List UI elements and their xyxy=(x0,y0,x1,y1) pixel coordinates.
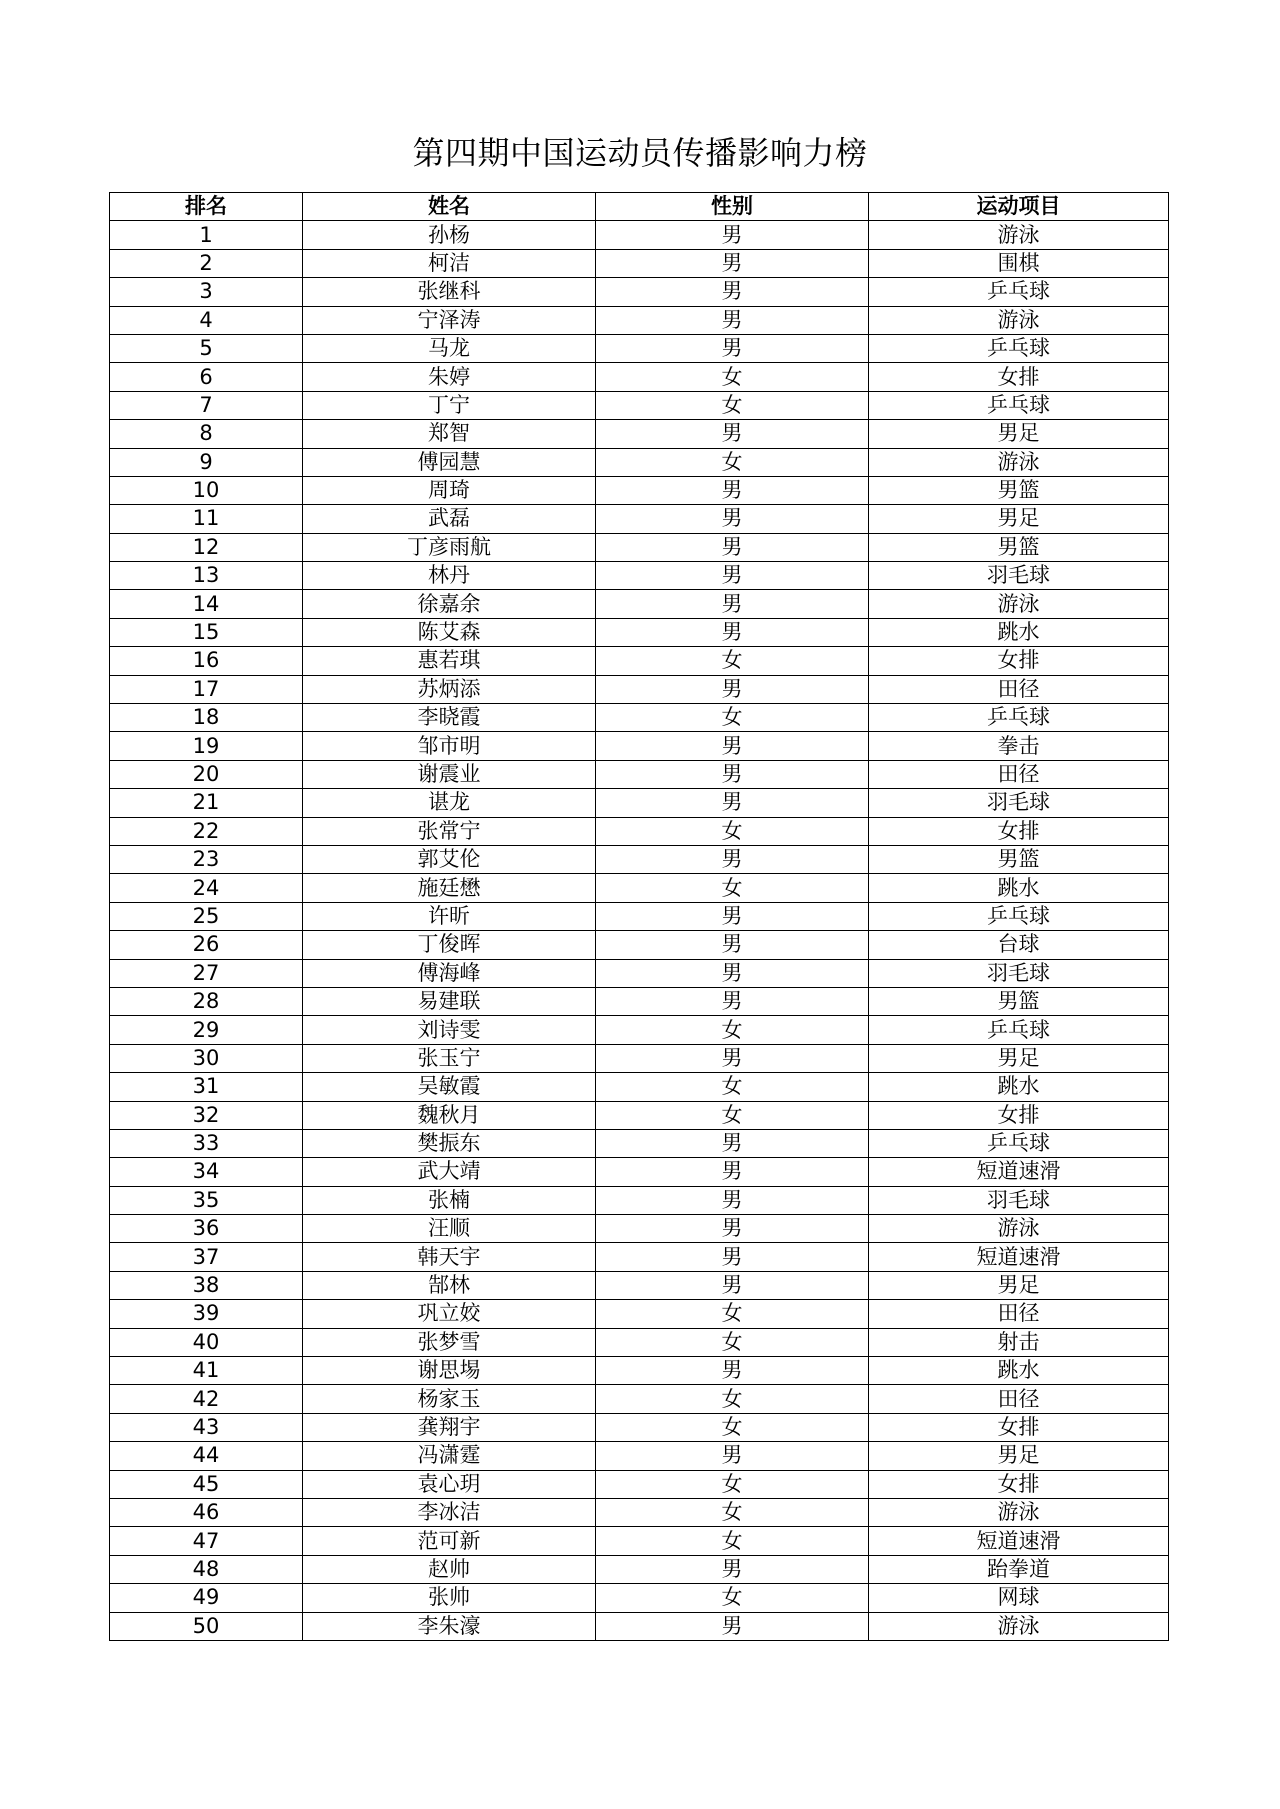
gender-cell: 女 xyxy=(596,874,869,902)
gender-cell: 男 xyxy=(596,1158,869,1186)
sport-cell: 田径 xyxy=(869,1300,1169,1328)
sport-cell: 游泳 xyxy=(869,306,1169,334)
table-row xyxy=(110,1300,1169,1328)
name-cell: 苏炳添 xyxy=(303,675,596,703)
rank-cell: 23 xyxy=(110,845,303,873)
table-row xyxy=(110,647,1169,675)
table-row xyxy=(110,732,1169,760)
rank-cell: 35 xyxy=(110,1186,303,1214)
gender-cell: 男 xyxy=(596,590,869,618)
rank-cell: 14 xyxy=(110,590,303,618)
sport-cell: 乒乓球 xyxy=(869,1129,1169,1157)
table-row xyxy=(110,1016,1169,1044)
name-cell: 张梦雪 xyxy=(303,1328,596,1356)
name-cell: 易建联 xyxy=(303,987,596,1015)
sport-cell: 女排 xyxy=(869,1101,1169,1129)
name-cell: 汪顺 xyxy=(303,1215,596,1243)
sport-cell: 男足 xyxy=(869,1044,1169,1072)
table-row xyxy=(110,1385,1169,1413)
name-cell: 李晓霞 xyxy=(303,704,596,732)
sport-cell: 女排 xyxy=(869,817,1169,845)
table-row xyxy=(110,1129,1169,1157)
rank-cell: 24 xyxy=(110,874,303,902)
name-cell: 周琦 xyxy=(303,476,596,504)
table-row xyxy=(110,1215,1169,1243)
gender-cell: 男 xyxy=(596,845,869,873)
gender-cell: 男 xyxy=(596,959,869,987)
gender-cell: 男 xyxy=(596,1357,869,1385)
name-cell: 丁宁 xyxy=(303,391,596,419)
name-cell: 傅园慧 xyxy=(303,448,596,476)
gender-cell: 男 xyxy=(596,1215,869,1243)
table-row xyxy=(110,987,1169,1015)
gender-cell: 男 xyxy=(596,987,869,1015)
gender-cell: 女 xyxy=(596,1385,869,1413)
rank-cell: 13 xyxy=(110,562,303,590)
rank-cell: 5 xyxy=(110,334,303,362)
name-cell: 张继科 xyxy=(303,278,596,306)
sport-cell: 羽毛球 xyxy=(869,959,1169,987)
table-row xyxy=(110,959,1169,987)
table-row xyxy=(110,306,1169,334)
sport-cell: 跳水 xyxy=(869,874,1169,902)
rank-cell: 10 xyxy=(110,476,303,504)
rank-cell: 21 xyxy=(110,789,303,817)
gender-cell: 男 xyxy=(596,306,869,334)
gender-cell: 女 xyxy=(596,1328,869,1356)
rank-cell: 8 xyxy=(110,420,303,448)
table-row xyxy=(110,1328,1169,1356)
table-row xyxy=(110,476,1169,504)
name-cell: 林丹 xyxy=(303,562,596,590)
sport-cell: 乒乓球 xyxy=(869,391,1169,419)
sport-cell: 乒乓球 xyxy=(869,902,1169,930)
name-cell: 武磊 xyxy=(303,505,596,533)
name-cell: 李冰洁 xyxy=(303,1498,596,1526)
column-header-name: 姓名 xyxy=(303,193,596,221)
gender-cell: 女 xyxy=(596,1073,869,1101)
rank-cell: 2 xyxy=(110,249,303,277)
sport-cell: 射击 xyxy=(869,1328,1169,1356)
name-cell: 范可新 xyxy=(303,1527,596,1555)
gender-cell: 男 xyxy=(596,1271,869,1299)
table-row xyxy=(110,221,1169,249)
table-body xyxy=(110,221,1169,1641)
gender-cell: 女 xyxy=(596,1498,869,1526)
table-row xyxy=(110,931,1169,959)
table-row xyxy=(110,334,1169,362)
name-cell: 孙杨 xyxy=(303,221,596,249)
gender-cell: 男 xyxy=(596,732,869,760)
rank-cell: 6 xyxy=(110,363,303,391)
gender-cell: 男 xyxy=(596,1612,869,1640)
table-row xyxy=(110,505,1169,533)
name-cell: 冯潇霆 xyxy=(303,1442,596,1470)
name-cell: 谢震业 xyxy=(303,760,596,788)
gender-cell: 女 xyxy=(596,647,869,675)
rank-cell: 37 xyxy=(110,1243,303,1271)
sport-cell: 男足 xyxy=(869,1271,1169,1299)
gender-cell: 男 xyxy=(596,221,869,249)
name-cell: 柯洁 xyxy=(303,249,596,277)
sport-cell: 田径 xyxy=(869,675,1169,703)
name-cell: 李朱濠 xyxy=(303,1612,596,1640)
gender-cell: 男 xyxy=(596,476,869,504)
name-cell: 宁泽涛 xyxy=(303,306,596,334)
name-cell: 刘诗雯 xyxy=(303,1016,596,1044)
rank-cell: 20 xyxy=(110,760,303,788)
sport-cell: 女排 xyxy=(869,647,1169,675)
sport-cell: 男篮 xyxy=(869,987,1169,1015)
sport-cell: 乒乓球 xyxy=(869,704,1169,732)
name-cell: 许昕 xyxy=(303,902,596,930)
rank-cell: 9 xyxy=(110,448,303,476)
table-row xyxy=(110,448,1169,476)
table-row xyxy=(110,420,1169,448)
name-cell: 赵帅 xyxy=(303,1555,596,1583)
gender-cell: 男 xyxy=(596,1243,869,1271)
table-row xyxy=(110,1498,1169,1526)
rank-cell: 7 xyxy=(110,391,303,419)
rank-cell: 41 xyxy=(110,1357,303,1385)
table-row xyxy=(110,760,1169,788)
sport-cell: 游泳 xyxy=(869,1498,1169,1526)
rank-cell: 43 xyxy=(110,1413,303,1441)
rank-cell: 34 xyxy=(110,1158,303,1186)
sport-cell: 游泳 xyxy=(869,590,1169,618)
gender-cell: 男 xyxy=(596,533,869,561)
rank-cell: 36 xyxy=(110,1215,303,1243)
rank-cell: 25 xyxy=(110,902,303,930)
ranking-table xyxy=(109,192,1169,1641)
table-row xyxy=(110,874,1169,902)
name-cell: 陈艾森 xyxy=(303,618,596,646)
table-row xyxy=(110,817,1169,845)
sport-cell: 男篮 xyxy=(869,845,1169,873)
rank-cell: 1 xyxy=(110,221,303,249)
rank-cell: 31 xyxy=(110,1073,303,1101)
rank-cell: 46 xyxy=(110,1498,303,1526)
gender-cell: 男 xyxy=(596,1129,869,1157)
rank-cell: 19 xyxy=(110,732,303,760)
rank-cell: 50 xyxy=(110,1612,303,1640)
table-row xyxy=(110,1470,1169,1498)
sport-cell: 田径 xyxy=(869,1385,1169,1413)
rank-cell: 15 xyxy=(110,618,303,646)
rank-cell: 27 xyxy=(110,959,303,987)
table-row xyxy=(110,618,1169,646)
table-row xyxy=(110,363,1169,391)
gender-cell: 女 xyxy=(596,1470,869,1498)
table-row xyxy=(110,533,1169,561)
gender-cell: 男 xyxy=(596,1044,869,1072)
table-row xyxy=(110,1101,1169,1129)
sport-cell: 短道速滑 xyxy=(869,1243,1169,1271)
gender-cell: 男 xyxy=(596,278,869,306)
rank-cell: 16 xyxy=(110,647,303,675)
sport-cell: 女排 xyxy=(869,1413,1169,1441)
gender-cell: 男 xyxy=(596,334,869,362)
gender-cell: 女 xyxy=(596,1527,869,1555)
name-cell: 张帅 xyxy=(303,1584,596,1612)
rank-cell: 30 xyxy=(110,1044,303,1072)
table-row xyxy=(110,391,1169,419)
sport-cell: 田径 xyxy=(869,760,1169,788)
table-row xyxy=(110,1357,1169,1385)
header-row xyxy=(110,193,1169,221)
name-cell: 邹市明 xyxy=(303,732,596,760)
rank-cell: 11 xyxy=(110,505,303,533)
rank-cell: 49 xyxy=(110,1584,303,1612)
sport-cell: 网球 xyxy=(869,1584,1169,1612)
rank-cell: 38 xyxy=(110,1271,303,1299)
table-row xyxy=(110,704,1169,732)
table-row xyxy=(110,249,1169,277)
rank-cell: 26 xyxy=(110,931,303,959)
gender-cell: 男 xyxy=(596,618,869,646)
name-cell: 傅海峰 xyxy=(303,959,596,987)
sport-cell: 跳水 xyxy=(869,618,1169,646)
sport-cell: 游泳 xyxy=(869,448,1169,476)
name-cell: 郜林 xyxy=(303,1271,596,1299)
name-cell: 韩天宇 xyxy=(303,1243,596,1271)
table-row xyxy=(110,1073,1169,1101)
table-row xyxy=(110,789,1169,817)
sport-cell: 乒乓球 xyxy=(869,278,1169,306)
gender-cell: 女 xyxy=(596,1016,869,1044)
name-cell: 武大靖 xyxy=(303,1158,596,1186)
gender-cell: 女 xyxy=(596,704,869,732)
name-cell: 张玉宁 xyxy=(303,1044,596,1072)
name-cell: 杨家玉 xyxy=(303,1385,596,1413)
table-row xyxy=(110,590,1169,618)
rank-cell: 40 xyxy=(110,1328,303,1356)
sport-cell: 羽毛球 xyxy=(869,562,1169,590)
gender-cell: 女 xyxy=(596,1584,869,1612)
name-cell: 徐嘉余 xyxy=(303,590,596,618)
sport-cell: 跆拳道 xyxy=(869,1555,1169,1583)
sport-cell: 短道速滑 xyxy=(869,1527,1169,1555)
sport-cell: 短道速滑 xyxy=(869,1158,1169,1186)
table-row xyxy=(110,1186,1169,1214)
rank-cell: 3 xyxy=(110,278,303,306)
gender-cell: 男 xyxy=(596,505,869,533)
gender-cell: 女 xyxy=(596,1300,869,1328)
name-cell: 张常宁 xyxy=(303,817,596,845)
gender-cell: 男 xyxy=(596,760,869,788)
sport-cell: 女排 xyxy=(869,363,1169,391)
sport-cell: 男篮 xyxy=(869,476,1169,504)
gender-cell: 女 xyxy=(596,1101,869,1129)
column-header-rank: 排名 xyxy=(110,193,303,221)
table-row xyxy=(110,845,1169,873)
sport-cell: 游泳 xyxy=(869,1612,1169,1640)
rank-cell: 18 xyxy=(110,704,303,732)
gender-cell: 男 xyxy=(596,420,869,448)
table-row xyxy=(110,902,1169,930)
sport-cell: 跳水 xyxy=(869,1073,1169,1101)
sport-cell: 男足 xyxy=(869,420,1169,448)
column-header-gender: 性别 xyxy=(596,193,869,221)
gender-cell: 男 xyxy=(596,931,869,959)
gender-cell: 女 xyxy=(596,448,869,476)
table-row xyxy=(110,675,1169,703)
sport-cell: 围棋 xyxy=(869,249,1169,277)
gender-cell: 女 xyxy=(596,1413,869,1441)
name-cell: 樊振东 xyxy=(303,1129,596,1157)
sport-cell: 男足 xyxy=(869,1442,1169,1470)
name-cell: 施廷懋 xyxy=(303,874,596,902)
gender-cell: 男 xyxy=(596,1442,869,1470)
sport-cell: 羽毛球 xyxy=(869,1186,1169,1214)
sport-cell: 跳水 xyxy=(869,1357,1169,1385)
gender-cell: 男 xyxy=(596,249,869,277)
gender-cell: 女 xyxy=(596,363,869,391)
gender-cell: 男 xyxy=(596,562,869,590)
sport-cell: 拳击 xyxy=(869,732,1169,760)
gender-cell: 男 xyxy=(596,675,869,703)
name-cell: 吴敏霞 xyxy=(303,1073,596,1101)
rank-cell: 42 xyxy=(110,1385,303,1413)
rank-cell: 48 xyxy=(110,1555,303,1583)
rank-cell: 47 xyxy=(110,1527,303,1555)
sport-cell: 羽毛球 xyxy=(869,789,1169,817)
sport-cell: 台球 xyxy=(869,931,1169,959)
table-row xyxy=(110,1527,1169,1555)
sport-cell: 游泳 xyxy=(869,1215,1169,1243)
name-cell: 谌龙 xyxy=(303,789,596,817)
table-row xyxy=(110,1555,1169,1583)
gender-cell: 男 xyxy=(596,1186,869,1214)
rank-cell: 39 xyxy=(110,1300,303,1328)
table-row xyxy=(110,1243,1169,1271)
table-row xyxy=(110,1413,1169,1441)
table-row xyxy=(110,562,1169,590)
gender-cell: 女 xyxy=(596,391,869,419)
name-cell: 巩立姣 xyxy=(303,1300,596,1328)
sport-cell: 乒乓球 xyxy=(869,334,1169,362)
rank-cell: 33 xyxy=(110,1129,303,1157)
sport-cell: 男篮 xyxy=(869,533,1169,561)
table-row xyxy=(110,1612,1169,1640)
name-cell: 张楠 xyxy=(303,1186,596,1214)
rank-cell: 17 xyxy=(110,675,303,703)
sport-cell: 男足 xyxy=(869,505,1169,533)
name-cell: 丁俊晖 xyxy=(303,931,596,959)
name-cell: 惠若琪 xyxy=(303,647,596,675)
table-row xyxy=(110,1044,1169,1072)
sport-cell: 乒乓球 xyxy=(869,1016,1169,1044)
rank-cell: 29 xyxy=(110,1016,303,1044)
rank-cell: 45 xyxy=(110,1470,303,1498)
name-cell: 龚翔宇 xyxy=(303,1413,596,1441)
rank-cell: 12 xyxy=(110,533,303,561)
rank-cell: 4 xyxy=(110,306,303,334)
name-cell: 袁心玥 xyxy=(303,1470,596,1498)
table-row xyxy=(110,1271,1169,1299)
table-row xyxy=(110,1158,1169,1186)
page-title: 第四期中国运动员传播影响力榜 xyxy=(412,134,868,173)
gender-cell: 男 xyxy=(596,1555,869,1583)
rank-cell: 44 xyxy=(110,1442,303,1470)
table-header xyxy=(110,193,1169,221)
gender-cell: 男 xyxy=(596,902,869,930)
name-cell: 马龙 xyxy=(303,334,596,362)
name-cell: 朱婷 xyxy=(303,363,596,391)
name-cell: 谢思埸 xyxy=(303,1357,596,1385)
gender-cell: 男 xyxy=(596,789,869,817)
name-cell: 郭艾伦 xyxy=(303,845,596,873)
table-row xyxy=(110,1442,1169,1470)
rank-cell: 32 xyxy=(110,1101,303,1129)
name-cell: 丁彦雨航 xyxy=(303,533,596,561)
gender-cell: 女 xyxy=(596,817,869,845)
name-cell: 郑智 xyxy=(303,420,596,448)
name-cell: 魏秋月 xyxy=(303,1101,596,1129)
rank-cell: 28 xyxy=(110,987,303,1015)
column-header-sport: 运动项目 xyxy=(869,193,1169,221)
table-row xyxy=(110,1584,1169,1612)
sport-cell: 女排 xyxy=(869,1470,1169,1498)
table-row xyxy=(110,278,1169,306)
rank-cell: 22 xyxy=(110,817,303,845)
sport-cell: 游泳 xyxy=(869,221,1169,249)
